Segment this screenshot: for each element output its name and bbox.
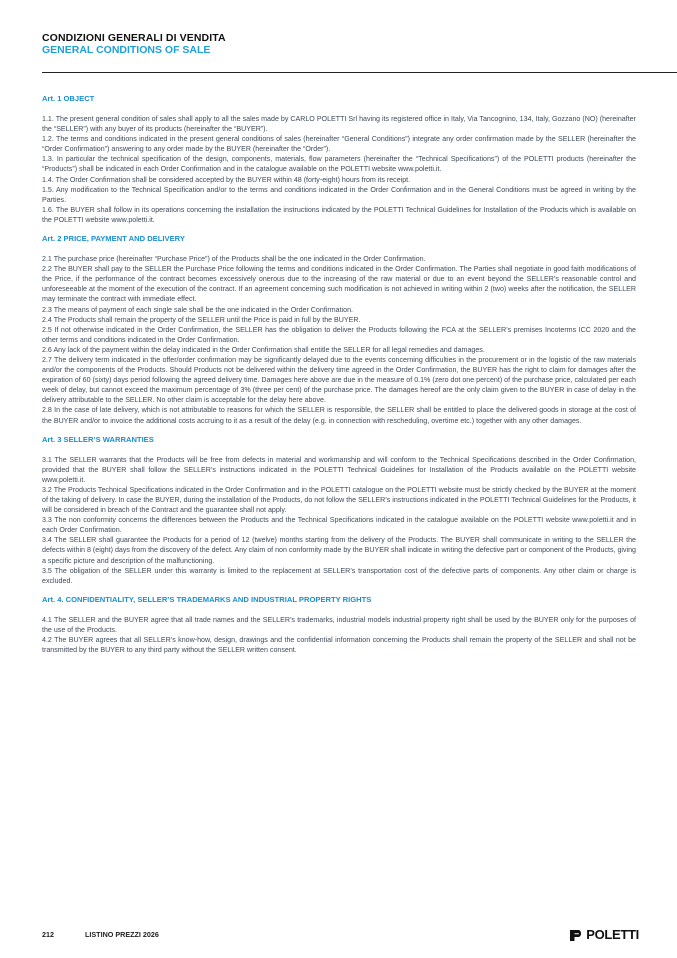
clause-paragraph: 3.5 The obligation of the SELLER under this warranty is limited to the replacement at SELLER’s transportation cost of the defective parts of components. Any other claim or charge is excluded. [42, 566, 636, 585]
clause-paragraph: 3.1 The SELLER warrants that the Products will be free from defects in material and workmanship and will conform to the Technical Specifications described in the Order Confirmation, provided that the BUYER shall follow the SELLER’s instructions indicated in the POLETTI Technical Guidelines for Installation of the Products available on the POLETTI website www.poletti.it. [42, 455, 636, 484]
clause-paragraph: 1.1. The present general condition of sales shall apply to all the sales made by CARLO POLETTI Srl having its registered office in Italy, Via Tancognino, 134, Italy, Gozzano (NO) (hereinafter the “SELLER”) with any buyer of its products (hereinafter the “BUYER”). [42, 115, 636, 134]
article-section [42, 435, 636, 586]
conditions-body [42, 94, 636, 664]
clause-paragraph: 3.3 The non conformity concerns the differences between the Products and the Technical Specifications indicated in the catalogue available on the POLETTI website www.poletti.it and in each Order Confirmation. [42, 516, 636, 535]
clause-paragraph: 3.4 The SELLER shall guarantee the Products for a period of 12 (twelve) months starting from the delivery of the Products. The BUYER shall communicate in writing to the SELLER the defects within 8 (eight) days from the discovery of the defect. Any claim of non conformity made by the BUYER shall indicate in writing the defective part or component of the Products, giving a specific picture and description of the malfunctioning. [42, 536, 636, 565]
clause-paragraph: 2.5 If not otherwise indicated in the Order Confirmation, the SELLER has the obligation to deliver the Products following the FCA at the SELLER’s premises Incoterms ICC 2020 and the other terms and conditions indicated in the Order Confirmation. [42, 325, 636, 344]
page-header [42, 32, 226, 56]
logo-text: POLETTI [586, 927, 639, 942]
clause-paragraph: 3.2 The Products Technical Specifications indicated in the Order Confirmation and in the POLETTI catalogue on the POLETTI website must be strictly checked by the BUYER at the moment of the taking of delivery. In case the BUYER, during the installation of the Products, do not follow the SELLER’s instructions indicated in the POLETTI Technical Guidelines for the Products, it will be considered in breach of the Contract and the guarantee shall not apply. [42, 485, 636, 515]
clause-paragraph: 2.8 In the case of late delivery, which is not attributable to reasons for which the SELLER is responsible, the SELLER shall be entitled to place the delivered goods in storage at the cost of the BUYER and/or to invoice the additional costs accruing to it as a result of the delay (e.g. in connection with rescheduling, overtime etc.) together with any other damages. [42, 406, 636, 425]
clause-paragraph: 4.1 The SELLER and the BUYER agree that all trade names and the SELLER’s trademarks, industrial models industrial property right shall be used by the BUYER only for the purposes of the use of the Products. [42, 615, 636, 634]
clause-paragraph: 2.1 The purchase price (hereinafter “Purchase Price”) of the Products shall be the one indicated in the Order Confirmation. [42, 255, 426, 264]
poletti-mark-icon [569, 929, 584, 942]
footer-title: LISTINO PREZZI 2026 [85, 930, 159, 939]
article-section [42, 595, 636, 655]
clause-paragraph: 1.3. In particular the technical specification of the design, components, materials, flow parameters (hereinafter the “Technical Specifications”) of the POLETTI products (hereinafter the “Products”) shall be indicated in each Order Confirmation and in the catalogue available on the POLETTI website www.poletti.it. [42, 155, 636, 174]
clause-paragraph: 2.7 The delivery term indicated in the offer/order confirmation may be significantly delayed due to the events concerning difficulties in the procurement or in the logistic of the raw materials and/or the components of the Products. Should Products not be delivered within the delivery time agreed in the Order Confirmation, the BUYER has the right to claim for damages after the expiration of 60 (sixty) days period following the agreed delivery time. Damages here above are due in the measure of 0.1% (zero dot one percent) of the purchase price, calculated per each week of delay, but cannot exceed the maximum percentage of 3% (three per cent) of the purchase price. The damages hereof are the only claim given to the BUYER in case of delay in the delivery attributable to the SELLER. No other claim is acceptable for the delay here above. [42, 355, 636, 405]
article-heading: Art. 4. CONFIDENTIALITY, SELLER’S TRADEMARKS AND INDUSTRIAL PROPERTY RIGHTS [42, 594, 372, 604]
page-number: 212 [42, 930, 54, 939]
title-italian: CONDIZIONI GENERALI DI VENDITA [42, 32, 226, 44]
poletti-logo [569, 928, 639, 942]
clause-paragraph: 4.2 The BUYER agrees that all SELLER’s know-how, design, drawings and the confidential information concerning the Products shall remain the property of the SELLER and shall not be transmitted by the BUYER to any third party without the SELLER written consent. [42, 636, 636, 655]
title-english: GENERAL CONDITIONS OF SALE [42, 44, 211, 56]
article-section [42, 94, 636, 225]
clause-paragraph: 1.6. The BUYER shall follow in its operations concerning the installation the instructions indicated by the POLETTI Technical Guidelines for Installation of the Products which is available on the POLETTI website www.poletti.it. [42, 205, 636, 224]
page-footer [42, 928, 639, 942]
clause-paragraph: 2.4 The Products shall remain the property of the SELLER until the Price is paid in full by the BUYER. [42, 315, 361, 324]
clause-paragraph: 1.5. Any modification to the Technical Specification and/or to the terms and conditions indicated in the Order Confirmation and in the General Conditions must be agreed in writing by the Parties. [42, 185, 636, 204]
clause-paragraph: 1.2. The terms and conditions indicated in the present general conditions of sales (hereinafter “General Conditions”) integrate any order confirmation made by the SELLER (hereinafter the “Order Confirmation”) answering to any order made by the BUYER (hereinafter the “Order”). [42, 135, 636, 154]
article-heading: Art. 3 SELLER’S WARRANTIES [42, 434, 154, 444]
clause-paragraph: 2.2 The BUYER shall pay to the SELLER the Purchase Price following the terms and conditions indicated in the Order Confirmation. The Parties shall negotiate in good faith modifications of the Price, if the performance of the contract becomes excessively onerous due to the increasing of the raw material or due to an event beyond the SELLER’s reasonable control and unforeseeable at the moment of the execution of the contract. If an agreement concerning such modification is not achieved in writing within 2 (two) weeks after the notification, the SELLER may terminate the contract with immediate effect. [42, 265, 636, 304]
header-divider [42, 72, 677, 73]
clause-paragraph: 2.3 The means of payment of each single sale shall be the one indicated in the Order Confirmation. [42, 305, 353, 314]
article-heading: Art. 1 OBJECT [42, 94, 95, 103]
clause-paragraph: 1.4. The Order Confirmation shall be considered accepted by the BUYER within 48 (forty-eight) hours from its receipt. [42, 175, 411, 184]
clause-paragraph: 2.6 Any lack of the payment within the delay indicated in the Order Confirmation shall entitle the SELLER for all legal remedies and damages. [42, 345, 485, 354]
article-heading: Art. 2 PRICE, PAYMENT AND DELIVERY [42, 234, 185, 244]
article-section [42, 234, 636, 426]
